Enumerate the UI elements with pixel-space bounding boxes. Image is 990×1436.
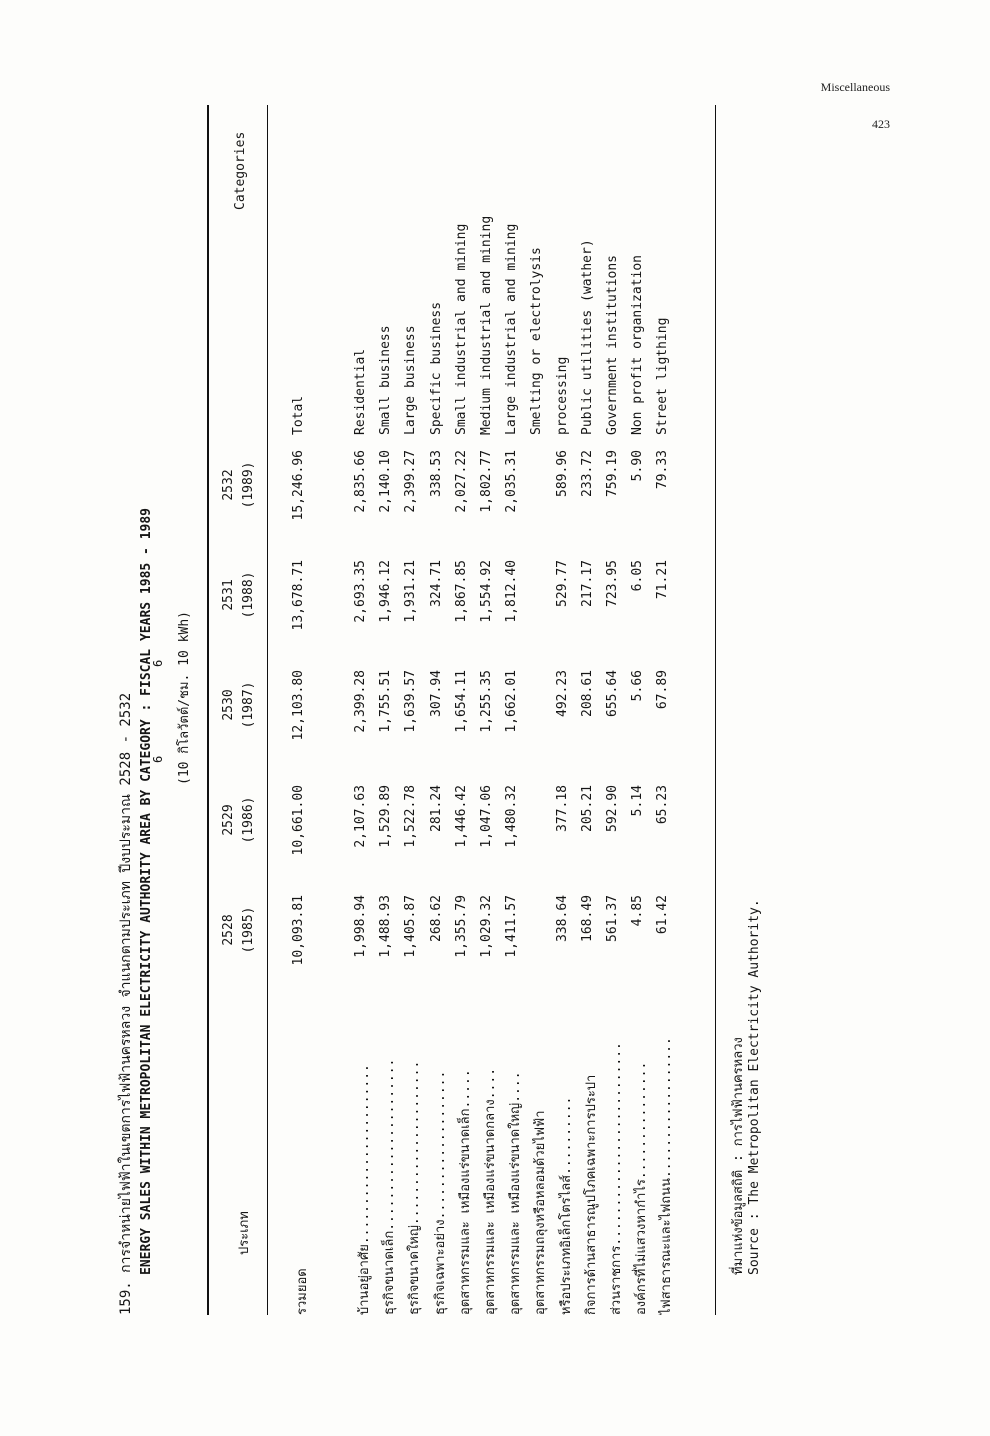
table-top-rule bbox=[207, 105, 209, 1315]
row-value: 1,931.21 bbox=[403, 560, 418, 623]
year-header bbox=[219, 670, 258, 740]
header-bottom-rule bbox=[267, 105, 268, 1315]
row-value: 2,140.10 bbox=[378, 450, 393, 513]
year-header bbox=[219, 895, 258, 965]
row-value: 1,355.79 bbox=[454, 895, 469, 958]
row-label-thai: รวมยอด bbox=[295, 1268, 310, 1315]
table-title-english: ENERGY SALES WITHIN METROPOLITAN ELECTRICITY AUTHORITY AREA BY CATEGORY : FISCAL YEARS 1985 - 1989 bbox=[139, 507, 154, 1275]
column-header-thai: ประเภท bbox=[237, 1211, 252, 1255]
row-value: 1,405.87 bbox=[403, 895, 418, 958]
year-be: 2528 bbox=[221, 914, 236, 946]
year-ce: (1988) bbox=[240, 571, 256, 619]
row-value: 65.23 bbox=[655, 785, 670, 825]
row-value: 1,047.06 bbox=[479, 785, 494, 848]
year-ce: (1987) bbox=[240, 681, 256, 729]
year-ce: (1989) bbox=[240, 461, 256, 509]
row-label-english: Small business bbox=[378, 325, 393, 435]
unit-label bbox=[151, 611, 194, 785]
row-label-english: Non profit organization bbox=[630, 254, 645, 435]
row-value: 1,662.01 bbox=[504, 670, 519, 733]
page-number: 423 bbox=[872, 117, 890, 131]
unit-exponent-1: 6 bbox=[151, 755, 165, 763]
row-value: 2,399.28 bbox=[353, 670, 368, 733]
row-value: 15,246.96 bbox=[291, 450, 306, 521]
page-header bbox=[821, 80, 890, 154]
row-value: 61.42 bbox=[655, 895, 670, 935]
row-value: 1,812.40 bbox=[504, 560, 519, 623]
row-value: 1,998.94 bbox=[353, 895, 368, 958]
row-label-thai: อุตสาหกรรมและ เหมืองแร่ขนาดกลาง.... bbox=[483, 1067, 498, 1315]
row-label-english: Residential bbox=[353, 348, 368, 435]
year-header bbox=[219, 560, 258, 630]
row-label-thai: กิจการด้านสาธารณูปโภคเฉพาะการประปา bbox=[584, 1074, 599, 1315]
row-value: 589.96 bbox=[555, 450, 570, 497]
row-label-thai: ไฟสาธารณะและไฟถนน.................. bbox=[659, 1037, 674, 1315]
row-value: 1,755.51 bbox=[378, 670, 393, 733]
row-label-thai: อุตสาหกรรมและ เหมืองแร่ขนาดเล็ก..... bbox=[458, 1069, 473, 1315]
source-english: Source : The Metropolitan Electricity Authority. bbox=[747, 899, 762, 1275]
row-value: 1,480.32 bbox=[504, 785, 519, 848]
row-label-thai: บ้านอยู่อาศัย....................... bbox=[357, 1064, 372, 1315]
row-value: 1,946.12 bbox=[378, 560, 393, 623]
row-label-english: Large industrial and mining bbox=[504, 223, 519, 435]
row-value: 655.64 bbox=[605, 670, 620, 717]
year-ce: (1986) bbox=[240, 796, 256, 844]
row-label-thai: ธุรกิจเฉพาะอย่าง................... bbox=[433, 1070, 448, 1315]
year-header bbox=[219, 450, 258, 520]
row-label-english: Total bbox=[291, 395, 306, 435]
row-value: 1,802.77 bbox=[479, 450, 494, 513]
row-value: 208.61 bbox=[580, 670, 595, 717]
row-value: 4.85 bbox=[630, 895, 645, 927]
row-value: 529.77 bbox=[555, 560, 570, 607]
row-label-thai: องค์กรที่ไม่แสวงหากำไร............... bbox=[634, 1061, 649, 1315]
row-value: 377.18 bbox=[555, 785, 570, 832]
row-value: 205.21 bbox=[580, 785, 595, 832]
row-value: 2,399.27 bbox=[403, 450, 418, 513]
row-value: 561.37 bbox=[605, 895, 620, 942]
source-thai: ที่มาแห่งข้อมูลสถิติ : การไฟฟ้านครหลวง bbox=[731, 1037, 746, 1275]
table-bottom-rule bbox=[715, 105, 716, 1315]
row-value: 5.90 bbox=[630, 450, 645, 482]
year-header bbox=[219, 785, 258, 855]
row-label-thai: ธุรกิจขนาดเล็ก...................... bbox=[382, 1058, 397, 1315]
row-value: 1,411.57 bbox=[504, 895, 519, 958]
row-label-thai: อุตสาหกรรมถลุงหรือหลอมด้วยไฟฟ้า bbox=[533, 1110, 548, 1315]
year-be: 2529 bbox=[221, 804, 236, 836]
row-label-english: processing bbox=[555, 356, 570, 435]
row-label-thai: ธุรกิจขนาดใหญ่..................... bbox=[407, 1060, 422, 1315]
row-value: 1,488.93 bbox=[378, 895, 393, 958]
row-value: 5.66 bbox=[630, 670, 645, 702]
row-value: 10,093.81 bbox=[291, 895, 306, 966]
row-value: 492.23 bbox=[555, 670, 570, 717]
row-label-thai: ส่วนราชการ.......................... bbox=[609, 1042, 624, 1315]
row-value: 12,103.80 bbox=[291, 670, 306, 741]
year-be: 2532 bbox=[221, 469, 236, 501]
row-label-english: Specific business bbox=[429, 301, 444, 435]
row-value: 5.14 bbox=[630, 785, 645, 817]
row-label-english: Government institutions bbox=[605, 254, 620, 435]
row-value: 1,255.35 bbox=[479, 670, 494, 733]
row-value: 2,035.31 bbox=[504, 450, 519, 513]
row-value: 233.72 bbox=[580, 450, 595, 497]
row-value: 281.24 bbox=[429, 785, 444, 832]
row-value: 723.95 bbox=[605, 560, 620, 607]
row-value: 1,639.57 bbox=[403, 670, 418, 733]
year-be: 2531 bbox=[221, 579, 236, 611]
row-value: 2,027.22 bbox=[454, 450, 469, 513]
year-ce: (1985) bbox=[240, 906, 256, 954]
row-label-english: Medium industrial and mining bbox=[479, 215, 494, 435]
unit-text: (10 กิโลวัตต์/ชม. 10 kWh) bbox=[177, 611, 192, 785]
row-value: 1,654.11 bbox=[454, 670, 469, 733]
column-header-categories: Categories bbox=[233, 131, 248, 210]
row-value: 1,554.92 bbox=[479, 560, 494, 623]
row-value: 67.89 bbox=[655, 670, 670, 710]
row-value: 1,867.85 bbox=[454, 560, 469, 623]
row-value: 324.71 bbox=[429, 560, 444, 607]
row-value: 2,835.66 bbox=[353, 450, 368, 513]
row-label-thai: อุตสาหกรรมและ เหมืองแร่ขนาดใหญ่.... bbox=[508, 1071, 523, 1315]
row-value: 592.90 bbox=[605, 785, 620, 832]
row-value: 338.64 bbox=[555, 895, 570, 942]
row-label-english: Street ligthing bbox=[655, 317, 670, 435]
row-value: 759.19 bbox=[605, 450, 620, 497]
row-value: 168.49 bbox=[580, 895, 595, 942]
row-value: 2,693.35 bbox=[353, 560, 368, 623]
row-value: 268.62 bbox=[429, 895, 444, 942]
row-value: 1,529.89 bbox=[378, 785, 393, 848]
row-value: 10,661.00 bbox=[291, 785, 306, 856]
row-value: 1,029.32 bbox=[479, 895, 494, 958]
row-value: 79.33 bbox=[655, 450, 670, 490]
row-label-english: Large business bbox=[403, 325, 418, 435]
section-label: Miscellaneous bbox=[820, 80, 890, 94]
row-label-english: Public utilities (wather) bbox=[580, 239, 595, 435]
row-value: 307.94 bbox=[429, 670, 444, 717]
row-value: 2,107.63 bbox=[353, 785, 368, 848]
row-value: 338.53 bbox=[429, 450, 444, 497]
rotated-table-page bbox=[115, 105, 775, 1315]
year-be: 2530 bbox=[221, 689, 236, 721]
row-value: 217.17 bbox=[580, 560, 595, 607]
row-value: 71.21 bbox=[655, 560, 670, 600]
row-label-thai: หรือประเภทอิเล็กโตรไลส์.......... bbox=[559, 1096, 574, 1315]
row-label-english: Smelting or electrolysis bbox=[529, 247, 544, 435]
unit-exponent-2: 6 bbox=[151, 659, 165, 667]
row-value: 1,522.78 bbox=[403, 785, 418, 848]
row-value: 6.05 bbox=[630, 560, 645, 592]
table-title-thai: 159. การจำหน่ายไฟฟ้าในเขตการไฟฟ้านครหลวง จำแนกตามประเภท ปีงบประมาณ 2528 - 2532 bbox=[118, 692, 134, 1315]
row-value: 13,678.71 bbox=[291, 560, 306, 631]
row-value: 1,446.42 bbox=[454, 785, 469, 848]
row-label-english: Small industrial and mining bbox=[454, 223, 469, 435]
